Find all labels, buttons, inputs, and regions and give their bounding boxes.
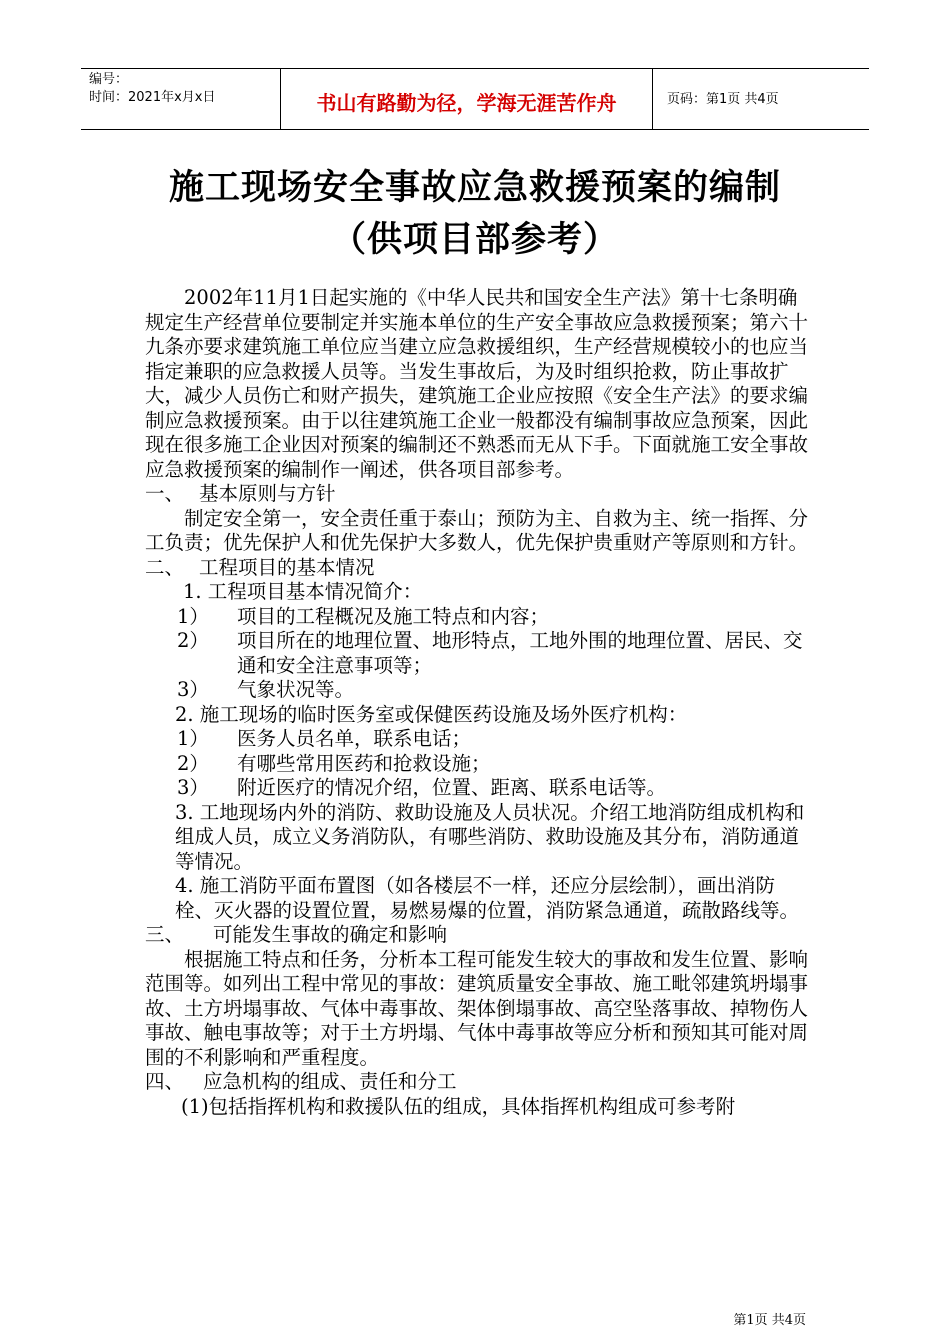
list-item — [145, 727, 811, 752]
header-page-cell — [653, 69, 869, 129]
list-item — [145, 605, 811, 630]
document-body — [145, 286, 811, 1119]
list-item-text: 项目的工程概况及施工特点和内容； — [237, 604, 550, 628]
list-item-number: 1） — [177, 604, 209, 628]
section-heading — [145, 1070, 811, 1095]
document-time-label: 时间：2021年x月x日 — [89, 90, 216, 105]
section-number: 三、 — [145, 923, 185, 946]
header-motto-cell — [281, 69, 653, 129]
list-item-text: 项目所在的地理位置、地形特点，工地外围的地理位置、居民、交通和安全注意事项等； — [237, 629, 803, 677]
section-title: 工程项目的基本情况 — [199, 555, 375, 579]
header-page-number: 页码：第1页 共4页 — [667, 92, 779, 107]
list-item-text: 有哪些常用医药和抢救设施； — [237, 751, 491, 775]
section-title: 应急机构的组成、责任和分工 — [203, 1070, 457, 1093]
list-item-number: 3） — [177, 776, 209, 799]
subsection-paragraph: 3. 工地现场内外的消防、救助设施及人员状况。介绍工地消防组成机构和组成人员，成立义务消防队，有哪些消防、救助设施及其分布，消防通道等情况。 — [175, 800, 805, 873]
subsection-paragraph: 4. 施工消防平面布置图（如各楼层不一样，还应分层绘制），画出消防栓、灭火器的设置位置，易燃易爆的位置，消防紧急通道，疏散路线等。 — [175, 874, 800, 922]
list-item-number: 2） — [177, 629, 209, 652]
section-heading — [145, 556, 811, 581]
section-number: 一、 — [145, 482, 185, 505]
section-number: 四、 — [145, 1070, 185, 1093]
list-item-number: 1） — [177, 727, 209, 750]
section-title: 可能发生事故的确定和影响 — [213, 923, 448, 946]
header-motto: 书山有路勤为径，学海无涯苦作舟 — [316, 91, 617, 115]
header-info-cell — [81, 69, 281, 129]
list-item-text: 医务人员名单，联系电话； — [237, 727, 472, 750]
document-id-label: 编号： — [89, 72, 129, 87]
document-subtitle: （供项目部参考） — [330, 219, 619, 260]
list-item-text: 气象状况等。 — [237, 678, 355, 701]
list-item — [145, 752, 811, 777]
list-item — [145, 776, 811, 801]
list-item — [145, 678, 811, 703]
subsection-heading: 2. 施工现场的临时医务室或保健医药设施及场外医疗机构： — [175, 702, 688, 726]
subsection-heading: 1. 工程项目基本情况简介： — [183, 580, 423, 603]
section-heading — [145, 482, 811, 507]
section-title: 基本原则与方针 — [199, 482, 336, 505]
document-title: 施工现场安全事故应急救援预案的编制 — [168, 167, 781, 208]
section-number: 二、 — [145, 555, 185, 579]
page-header — [81, 68, 869, 130]
section-paragraph: 制定安全第一，安全责任重于泰山；预防为主、自救为主、统一指挥、分工负责；优先保护人和优先保护大多数人，优先保护贵重财产等原则和方针。 — [145, 506, 809, 554]
intro-paragraph: 2002年11月1日起实施的《中华人民共和国安全生产法》第十七条明确规定生产经营单位要制定并实施本单位的生产安全事故应急救援预案；第六十九条亦要求建筑施工单位应当建立应急救援组织，生产经营规模较小的也应当指定兼职的应急救援人员等。当发生事故后，为及时组织抢救，防止事故扩大，减少人员伤亡和财产损失，建筑施工企业应按照《安全生产法》的要求编制应急救援预案。由于以往建筑施工企业一般都没有编制事故应急预案，因此现在很多施工企业因对预案的编制还不熟悉而无从下手。下面就施工安全事故应急救援预案的编制作一阐述，供各项目部参考。 — [145, 286, 809, 481]
list-item-number: 2） — [177, 751, 209, 775]
list-item-text: 附近医疗的情况介绍，位置、距离、联系电话等。 — [237, 776, 667, 799]
list-item — [145, 629, 811, 678]
list-item-number: 3） — [177, 678, 209, 701]
page-footer: 第1页 共4页 — [733, 1313, 806, 1328]
section-heading — [145, 923, 811, 948]
section-paragraph: (1)包括指挥机构和救援队伍的组成，具体指挥机构组成可参考附 — [181, 1094, 736, 1118]
section-paragraph: 根据施工特点和任务，分析本工程可能发生较大的事故和发生位置、影响范围等。如列出工程中常见的事故：建筑质量安全事故、施工毗邻建筑坍塌事故、土方坍塌事故、气体中毒事故、架体倒塌事故、高空坠落事故、掉物伤人事故、触电事故等；对于土方坍塌、气体中毒事故等应分析和预知其可能对周围的不利影响和严重程度。 — [145, 947, 809, 1069]
